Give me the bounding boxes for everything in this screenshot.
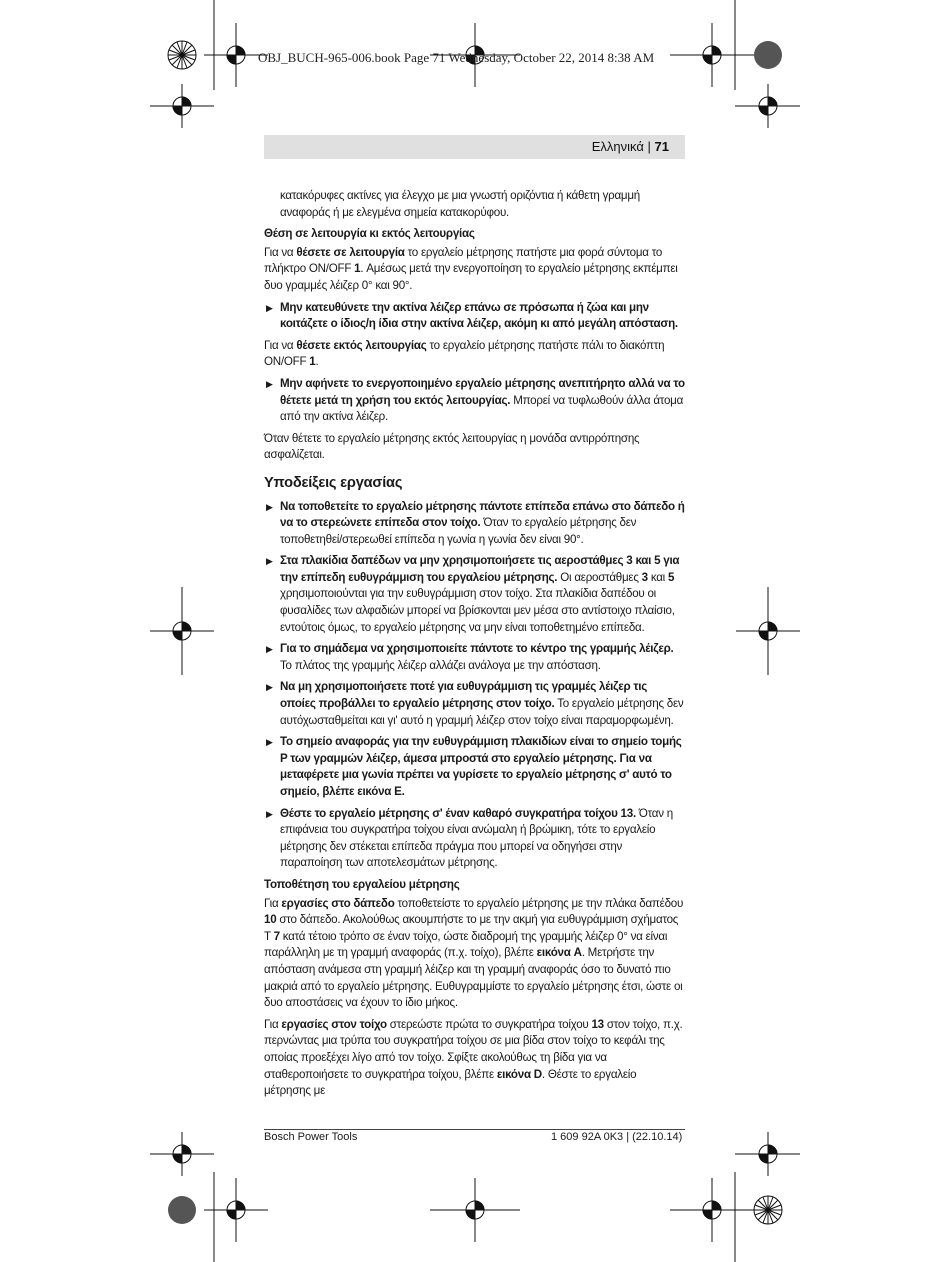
warning-unattended: ▶ Μην αφήνετε το ενεργοποιημένο εργαλείο μέτρησης ανεπιτήρητο αλλά να το θέτετε μετά τη χρήση του εκτός λειτουργίας. Μπορεί να τυφλωθούν άλλα άτομα από την ακτίνα λέιζερ. xyxy=(266,376,685,424)
printer-slug-line: OBJ_BUCH-965-006.book Page 71 Wednesday, October 22, 2014 8:38 AM xyxy=(258,50,655,65)
header-separator: | xyxy=(647,139,651,154)
triangle-bullet-icon: ▶ xyxy=(266,302,273,313)
triangle-bullet-icon: ▶ xyxy=(266,378,273,389)
triangle-bullet-icon: ▶ xyxy=(266,556,273,567)
paragraph-switch-on: Για να θέσετε σε λειτουργία το εργαλείο μέτρησης πατήστε μια φορά σύντομα το πλήκτρο ON/OFF 1. Αμέσως μετά την ενεργοποίηση το εργαλείο μέτρησης εκπέμπει δυο γραμμές λέιζερ 0° και 90°. xyxy=(264,245,678,292)
paragraph-floor-work: Για εργασίες στο δάπεδο τοποθετείστε το εργαλείο μέτρησης με την πλάκα δαπέδου 10 στο δάπεδο. Ακολούθως ακουμπήστε το με την ακμή για ευθυγράμμιση σχήματος T 7 κατά τέτοιο τρόπο σε έναν τοίχο, ώστε διαδρομή της γραμμής λέιζερ 0° να είναι παράλληλη με τη γραμμή αναφοράς (π.χ. τοίχο), βλέπε εικόνα A. Μετρήστε την απόσταση ανάμεσα στη γραμμή λέιζερ και τη γραμμή αναφοράς όσο το δυνατό πιο μακριά από το εργαλείο μέτρησης. Ευθυγραμμίστε το εργαλείο μέτρησης έτσι, ώστε οι δυο αποστάσεις να έχουν το ίδιο μήκος. xyxy=(264,896,684,1010)
page-body xyxy=(264,188,685,1105)
paragraph-pendulum-lock: Όταν θέτετε το εργαλείο μέτρησης εκτός λειτουργίας η μονάδα αντιρρόπησης ασφαλίζεται. xyxy=(264,431,640,462)
intro-paragraph: κατακόρυφες ακτίνες για έλεγχο με μια γνωστή οριζόντια ή κάθετη γραμμή αναφοράς ή με ελεγμένα σημεία κατακορύφου. xyxy=(280,189,640,219)
triangle-bullet-icon: ▶ xyxy=(266,682,273,693)
page-header-text xyxy=(592,139,669,154)
triangle-bullet-icon: ▶ xyxy=(266,808,273,819)
triangle-bullet-icon: ▶ xyxy=(266,644,273,655)
bullet-clean-wall-mount: ▶ Θέστε το εργαλείο μέτρησης σ' έναν καθαρό συγκρατήρα τοίχου 13. Όταν η επιφάνεια του συγκρατήρα τοίχου είναι ανώμαλη ή βρώμικη, τότε το εργαλείο μέτρησης δεν στέκεται επίπεδα πράγμα που μπορεί να οδηγήσει στην παραποίηση των αποτελεσμάτων μέτρησης. xyxy=(266,806,673,870)
bullet-line-centre: ▶ Για το σημάδεμα να χρησιμοποιείτε πάντοτε το κέντρο της γραμμής λέιζερ. Το πλάτος της γραμμής λέιζερ αλλάζει ανάλογα με την απόσταση. xyxy=(266,642,674,672)
header-language: Ελληνικά xyxy=(591,139,644,154)
subheading-power-on-off: Θέση σε λειτουργία κι εκτός λειτουργίας xyxy=(264,227,475,241)
bullet-reference-point: ▶ Το σημείο αναφοράς για την ευθυγράμμιση πλακιδίων είναι το σημείο τομής P των γραμμών λέιζερ, άμεσα μπροστά στο εργαλείο μέτρησης. Για να μεταφέρετε μια γωνία πρέπει να γυρίσετε το εργαλείο μέτρησης σ' αυτό το σημείο, βλέπε εικόνα E. xyxy=(266,735,682,798)
subheading-positioning: Τοποθέτηση του εργαλείου μέτρησης xyxy=(264,877,460,891)
warning-laser-eyes: ▶ Μην κατευθύνετε την ακτίνα λέιζερ επάνω σε πρόσωπα ή ζώα και μην κοιτάζετε ο ίδιος/η ίδια στην ακτίνα λέιζερ, ακόμη κι από μεγάλη απόσταση. xyxy=(266,300,678,331)
bullet-wall-lines: ▶ Να μη χρησιμοποιήσετε ποτέ για ευθυγράμμιση τις γραμμές λέιζερ τις οποίες προβάλλει το εργαλείο μέτρησης στον τοίχο. Το εργαλείο μέτρησης δεν αυτόχωσταθμείται και γι' αυτό η γραμμή λέιζερ στον τοίχο είναι παραμορφωμένη. xyxy=(266,680,684,727)
paragraph-wall-work: Για εργασίες στον τοίχο στερεώστε πρώτα το συγκρατήρα τοίχου 13 στον τοίχο, π.χ. περνώντας μια τρύπα του συγκρατήρα τοίχου σε μια βίδα στον τοίχο το κεφάλι της οποίας προεξέχει λίγο από τον τοίχο. Σφίξτε ακολούθως τη βίδα για να σταθεροποιήσετε το συγκρατήρα τοίχου, βλέπε εικόνα D. Θέστε το εργαλείο μέτρησης με xyxy=(264,1017,683,1098)
header-page-number: 71 xyxy=(654,139,669,154)
bullet-floor-tiles-vials: ▶ Στα πλακίδια δαπέδων να μην χρησιμοποιήσετε τις αεροστάθμες 3 και 5 για την επίπεδη ευθυγράμμιση του εργαλείου μέτρησης. Οι αεροστάθμες 3 και 5 χρησιμοποιούνται για την ευθυγράμμιση στον τοίχο. Στα πλακίδια δαπέδου οι φυσαλίδες των αλφαδιών μπορεί να βρίσκονται μεν μέσα στο αντίστοιχο πλαίσιο, εντούτοις όμως, το εργαλείο μέτρησης να μην είναι τοποθετημένο επίπεδα. xyxy=(266,554,680,634)
section-heading-working-advice: Υποδείξεις εργασίας xyxy=(264,474,403,491)
footer-rule xyxy=(264,1129,685,1130)
triangle-bullet-icon: ▶ xyxy=(266,737,273,748)
page-header-bar xyxy=(264,135,685,159)
paragraph-switch-off: Για να θέσετε εκτός λειτουργίας το εργαλείο μέτρησης πατήστε πάλι το διακόπτη ON/OFF 1. xyxy=(264,338,665,369)
footer-brand: Bosch Power Tools xyxy=(264,1131,358,1143)
footer-doc-number: 1 609 92A 0K3 | (22.10.14) xyxy=(551,1131,683,1143)
triangle-bullet-icon: ▶ xyxy=(266,501,273,512)
bullet-place-level: ▶ Να τοποθετείτε το εργαλείο μέτρησης πάντοτε επίπεδα επάνω στο δάπεδο ή να το στερεώνετε επίπεδα στον τοίχο. Όταν το εργαλείο μέτρησης δεν τοποθετηθεί/στερεωθεί επίπεδα η γωνία η γωνία δεν είναι 90°. xyxy=(266,499,685,546)
